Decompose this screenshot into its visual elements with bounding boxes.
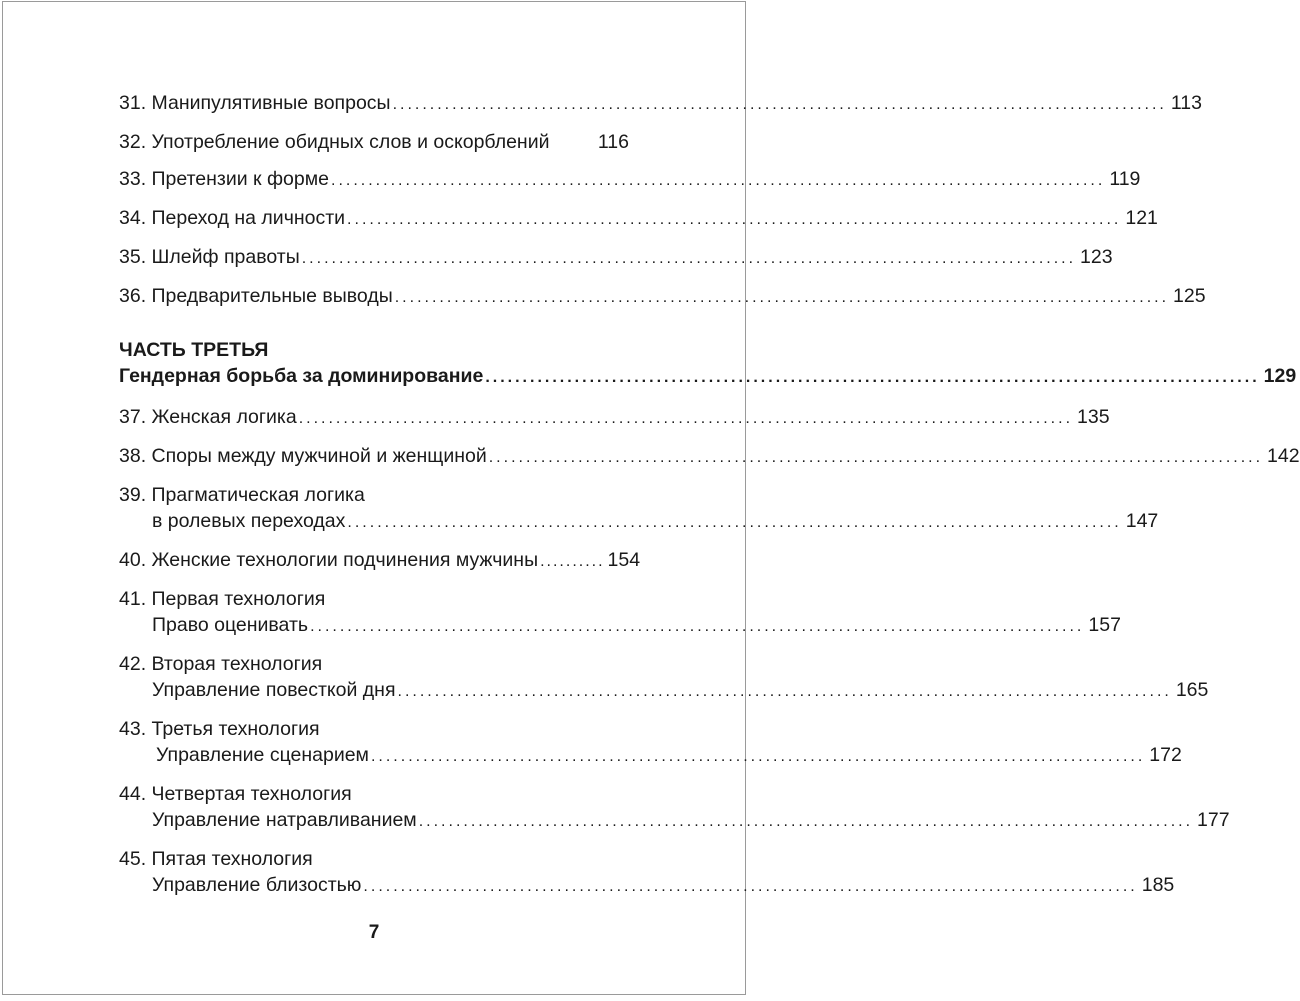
toc-entry-32[interactable] [119, 129, 629, 155]
toc-entry-title: Употребление обидных слов и оскорблений [151, 131, 550, 153]
dot-leader: ........................................................................................................ [485, 369, 1260, 386]
toc-line [119, 404, 1110, 432]
toc-page-number: 177 [1197, 809, 1230, 831]
toc-entry-number: 33. [119, 168, 147, 190]
toc-entry-subtitle: Управление повесткой дня [152, 679, 396, 701]
dot-leader: .......... [540, 553, 605, 570]
toc-entry-number: 43. [119, 718, 147, 740]
toc-page-number: 157 [1088, 614, 1121, 636]
toc-line [119, 677, 1209, 705]
toc-page-number: 142 [1267, 445, 1300, 467]
dot-leader: ........................................................................................................ [310, 618, 1085, 635]
toc-line [119, 846, 629, 872]
toc-line [119, 205, 1158, 233]
toc-entry-40[interactable] [119, 547, 641, 575]
toc-entry-number: 44. [119, 783, 147, 805]
toc-entry-44[interactable] [119, 781, 1230, 835]
toc-entry-number: 45. [119, 848, 147, 870]
toc-entry-subtitle: Управление сценарием [156, 744, 369, 766]
toc-line [119, 742, 1182, 770]
dot-leader: ........................................................................................................ [363, 878, 1138, 895]
toc-entry-title: Шлейф правоты [151, 246, 300, 268]
toc-entry-number: 41. [119, 588, 147, 610]
dot-leader: ........................................................................................................ [298, 410, 1074, 427]
toc-line [119, 612, 1121, 640]
toc-page-number: 113 [1170, 92, 1202, 114]
toc-entry-41[interactable] [119, 586, 1121, 640]
toc-entry-title: Претензии к форме [151, 168, 329, 190]
toc-line [119, 129, 629, 155]
dot-leader: ........................................................................................................ [392, 96, 1167, 113]
toc-entry-number: 37. [119, 406, 147, 428]
toc-entry-31[interactable] [119, 90, 1202, 118]
toc-line [119, 90, 1202, 118]
toc-entry-title: Третья технология [151, 718, 320, 740]
toc-entry-number: 32. [119, 131, 147, 153]
toc-entry-title: Переход на личности [151, 207, 346, 229]
toc-page-number: 121 [1125, 207, 1158, 229]
toc-page-number: 116 [597, 131, 629, 153]
toc-entry-title: Манипулятивные вопросы [151, 92, 391, 114]
toc-line [119, 443, 1300, 471]
toc-entry-title: Четвертая технология [151, 783, 352, 805]
toc-line [119, 283, 1206, 311]
part-title: Гендерная борьба за доминирование [119, 365, 484, 387]
dot-leader: ........................................................................................................ [418, 813, 1194, 830]
dot-leader: ........................................................................................................ [394, 289, 1170, 306]
dot-leader: ........................................................................................................ [397, 683, 1172, 700]
toc-entry-33[interactable] [119, 166, 1141, 194]
toc-line [119, 244, 1113, 272]
toc-entry-subtitle: Управление натравливанием [152, 809, 417, 831]
toc-entry-number: 35. [119, 246, 147, 268]
toc-entry-title: Первая технология [151, 588, 326, 610]
toc-entry-subtitle: в ролевых переходах [152, 510, 346, 532]
toc-line [119, 482, 629, 508]
toc-entry-title: Пятая технология [151, 848, 313, 870]
toc-entry-title: Споры между мужчиной и женщиной [151, 445, 487, 467]
toc-page-number: 165 [1175, 679, 1209, 701]
toc-entry-43[interactable] [119, 716, 1182, 770]
toc-entry-number: 34. [119, 207, 147, 229]
toc-entry-title: Женская логика [151, 406, 297, 428]
table-of-contents [119, 90, 1300, 911]
toc-page-number: 154 [607, 549, 641, 571]
toc-entry-title: Прагматическая логика [151, 484, 365, 506]
toc-page-number: 119 [1109, 168, 1141, 190]
toc-entry-subtitle: Управление близостью [152, 874, 362, 896]
toc-entry-45[interactable] [119, 846, 1175, 900]
toc-line [119, 166, 1141, 194]
toc-line [119, 716, 629, 742]
dot-leader: ........................................................................................................ [301, 250, 1077, 267]
toc-page-number: 123 [1080, 246, 1113, 268]
toc-line [119, 807, 1230, 835]
toc-page-number: 135 [1077, 406, 1110, 428]
book-page [2, 1, 1300, 995]
dot-leader: ........................................................................................................ [488, 449, 1264, 466]
toc-entry-37[interactable] [119, 404, 1110, 432]
toc-entry-number: 39. [119, 484, 147, 506]
toc-entry-35[interactable] [119, 244, 1113, 272]
toc-entry-number: 40. [119, 549, 147, 571]
toc-line [119, 651, 629, 677]
dot-leader: ........................................................................................................ [370, 748, 1146, 765]
toc-line [119, 508, 1159, 536]
toc-entry-number: 42. [119, 653, 147, 675]
page-number: 7 [368, 922, 380, 943]
toc-entry-38[interactable] [119, 443, 1300, 471]
toc-entry-42[interactable] [119, 651, 1209, 705]
toc-line [119, 781, 629, 807]
toc-page-number: 172 [1149, 744, 1182, 766]
toc-entry-36[interactable] [119, 283, 1206, 311]
toc-entry-number: 38. [119, 445, 147, 467]
part-label: ЧАСТЬ ТРЕТЬЯ [119, 339, 269, 361]
dot-leader: ........................................................................................................ [347, 211, 1122, 228]
dot-leader: ........................................................................................................ [347, 514, 1122, 531]
toc-page-number: 129 [1263, 365, 1297, 387]
toc-entry-34[interactable] [119, 205, 1158, 233]
toc-line [119, 547, 641, 575]
toc-page-number: 185 [1141, 874, 1175, 896]
toc-line [119, 586, 629, 612]
toc-part-title-entry[interactable] [119, 363, 1297, 391]
toc-page-number: 147 [1125, 510, 1159, 532]
toc-entry-number: 36. [119, 285, 147, 307]
toc-entry-title: Предварительные выводы [151, 285, 393, 307]
toc-entry-39[interactable] [119, 482, 1159, 536]
toc-page-number: 125 [1173, 285, 1206, 307]
toc-entry-number: 31. [119, 92, 147, 114]
dot-leader: ........................................................................................................ [331, 172, 1106, 189]
toc-entry-subtitle: Право оценивать [152, 614, 309, 636]
toc-entry-title: Женские технологии подчинения мужчины [151, 549, 539, 571]
toc-entry-title: Вторая технология [151, 653, 323, 675]
toc-line [119, 872, 1175, 900]
